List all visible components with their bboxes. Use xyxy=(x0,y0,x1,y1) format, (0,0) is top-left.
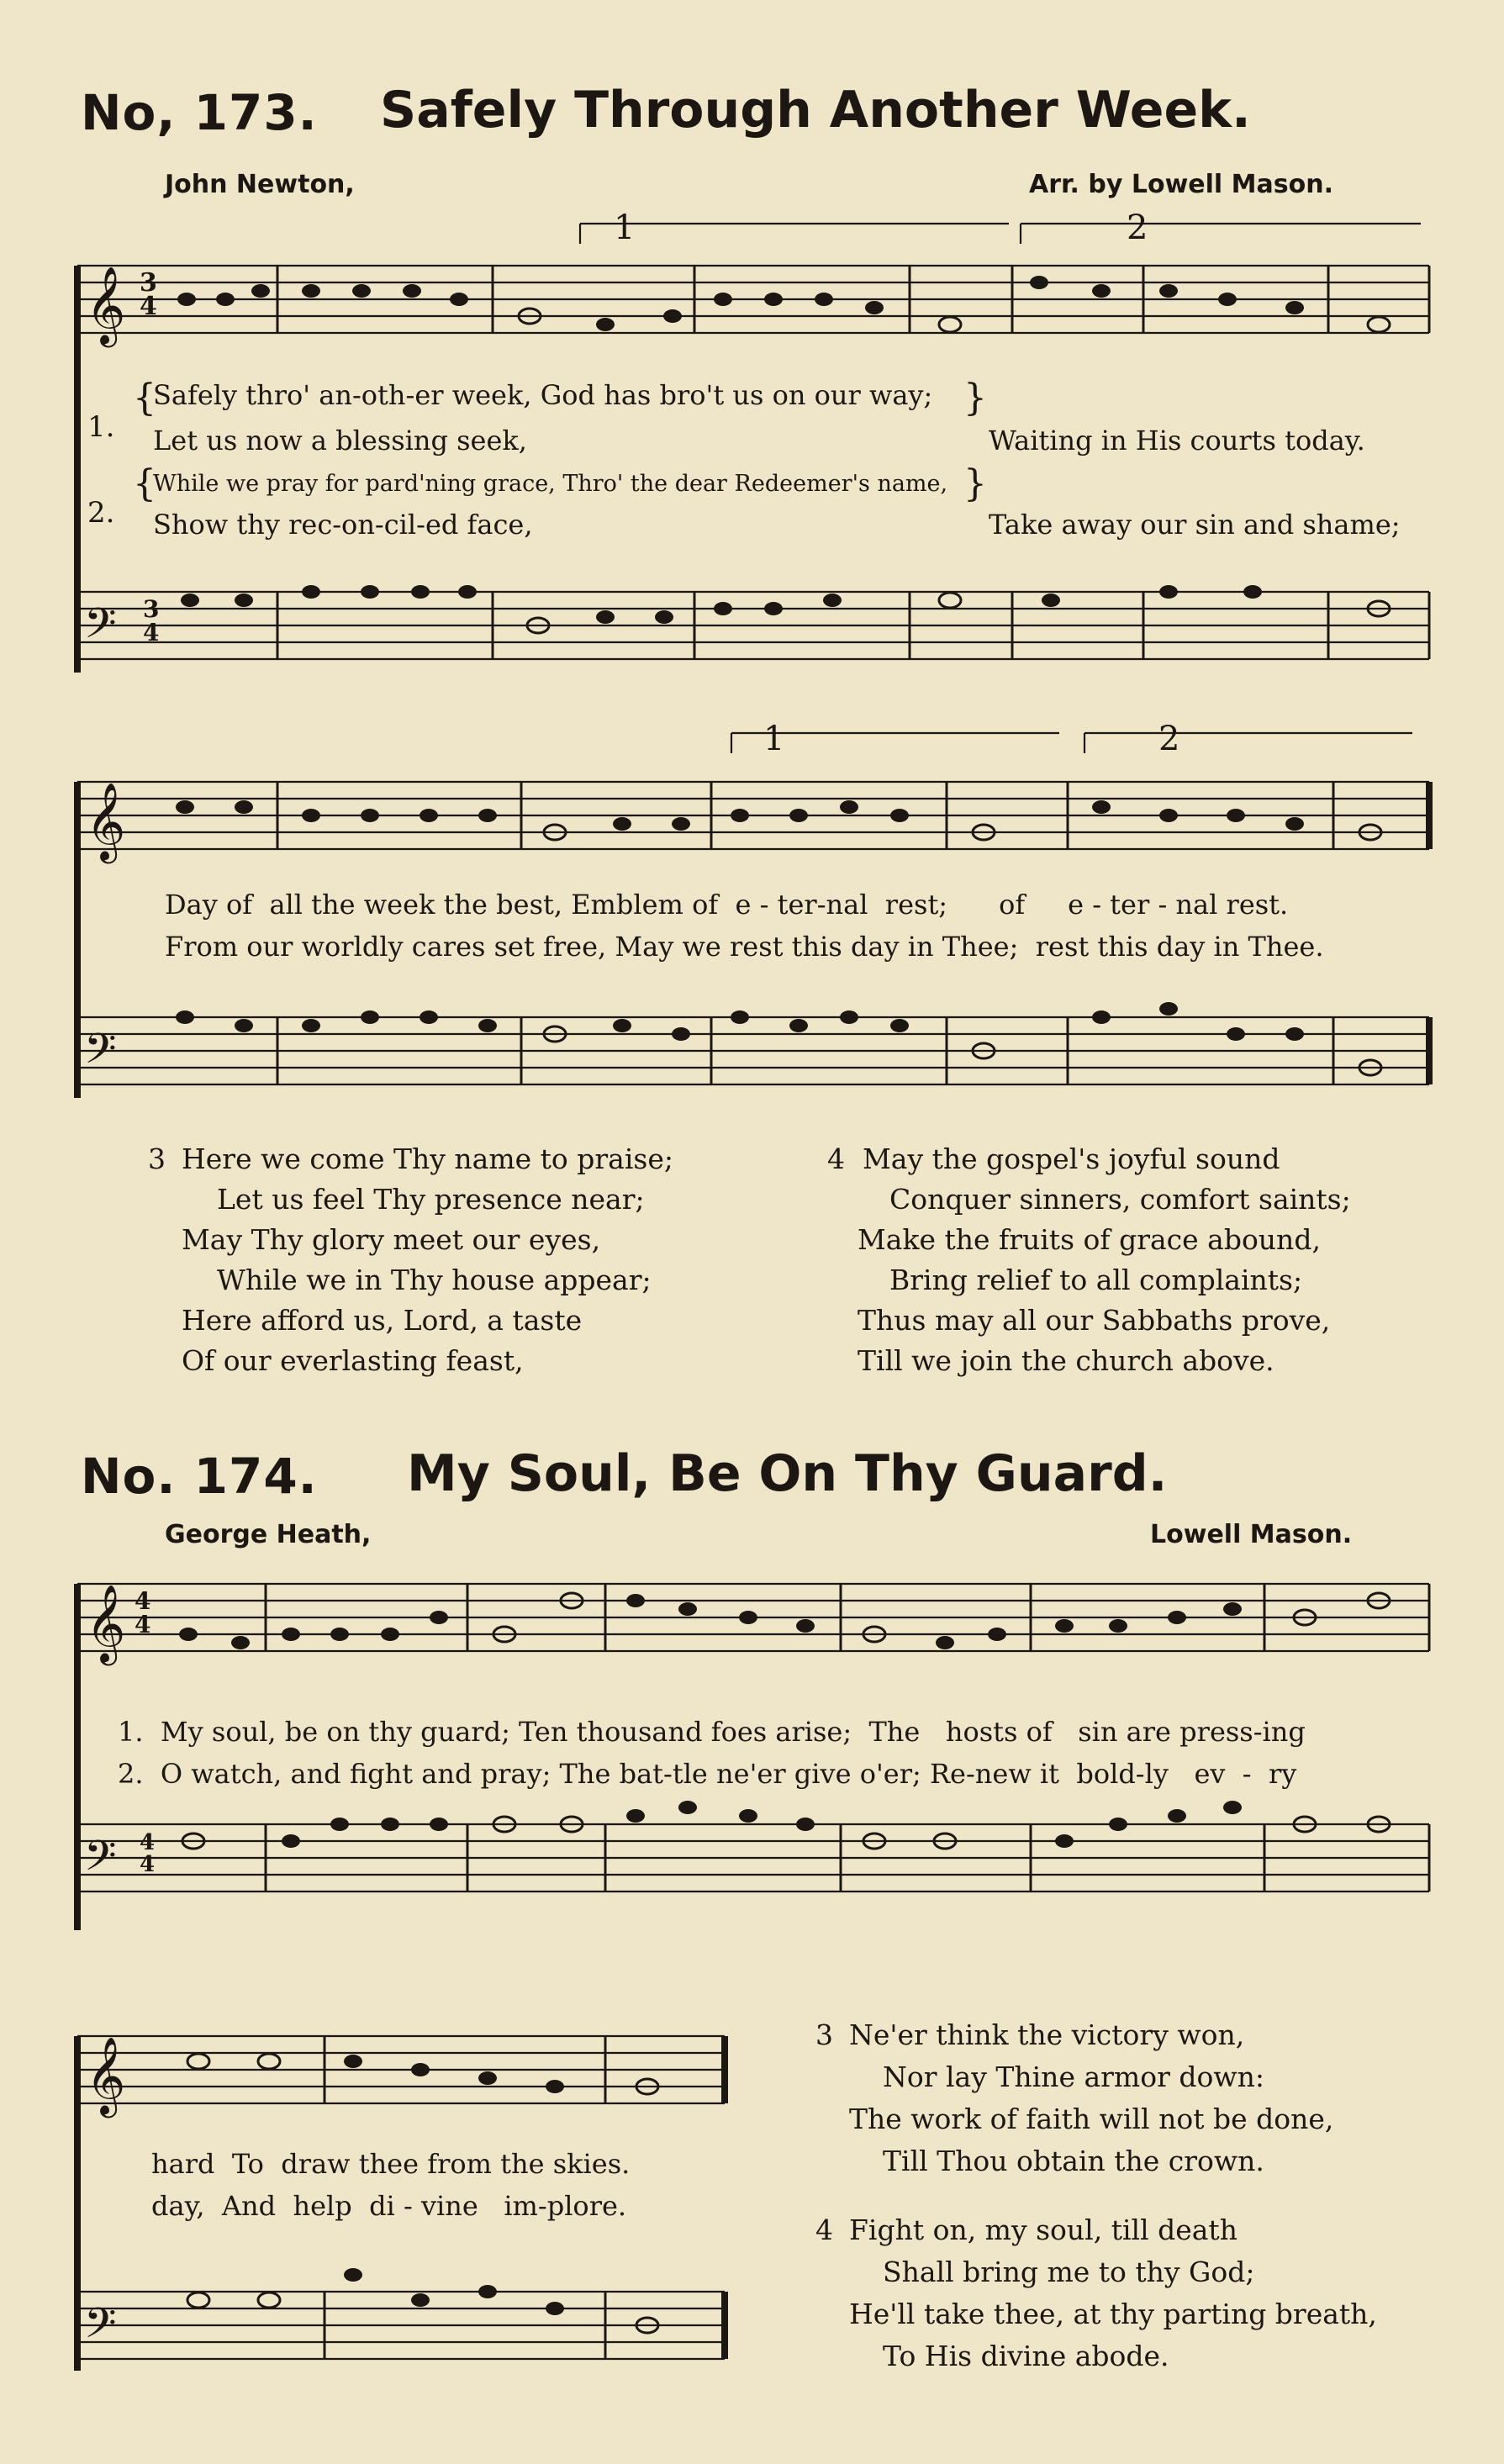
ending-2-label: 2 xyxy=(1127,208,1148,247)
hymn-174-number: No. 174. xyxy=(81,1448,318,1505)
stanza-line: Of our everlasting feast, xyxy=(182,1344,524,1377)
svg-text:4: 4 xyxy=(143,619,160,646)
stanza-line: Till we join the church above. xyxy=(858,1344,1274,1377)
hymn-174-verse-1-line: 1. My soul, be on thy guard; Ten thousand foes arise; The hosts of sin are press-ing xyxy=(118,1716,1306,1748)
stanza-line: May Thy glory meet our eyes, xyxy=(182,1223,601,1256)
hymn-174-title: My Soul, Be On Thy Guard. xyxy=(407,1444,1168,1503)
stanza-line: Shall bring me to thy God; xyxy=(883,2256,1255,2288)
hymn-173-v1-line-b: Let us now a blessing seek, xyxy=(153,425,527,456)
staff-lines xyxy=(77,224,1429,333)
hymn-174-end-line-2: day, And help di - vine im-plore. xyxy=(151,2190,627,2222)
hymn-173-refrain-line-2: From our worldly cares set free, May we rest this day in Thee; rest this day in Thee. xyxy=(165,931,1324,963)
stanza-line: Let us feel Thy presence near; xyxy=(217,1183,645,1216)
brace-verse-1: { xyxy=(133,377,156,419)
hymn-173-v2-line-a: While we pray for pard'ning grace, Thro' the dear Redeemer's name, xyxy=(153,471,948,497)
hymn-173-v2-line-b: Show thy rec-on-cil-ed face, xyxy=(153,509,533,541)
stanza-line: Ne'er think the victory won, xyxy=(849,2018,1245,2051)
hymn-173-refrain-line-1: Day of all the week the best, Emblem of e - ter-nal rest; of e - ter - nal rest. xyxy=(165,889,1289,921)
svg-text:𝄢: 𝄢 xyxy=(84,1025,117,1084)
svg-text:𝄢: 𝄢 xyxy=(84,1832,117,1891)
system-1-notes xyxy=(177,276,1390,332)
stanza-line: The work of faith will not be done, xyxy=(849,2103,1334,2135)
stanza-line: May the gospel's joyful sound xyxy=(863,1142,1280,1175)
svg-text:𝄞: 𝄞 xyxy=(86,782,126,860)
brace-verse-2-right: } xyxy=(963,462,987,505)
stanza-line: Conquer sinners, comfort saints; xyxy=(889,1183,1351,1216)
stanza-number: 4 xyxy=(815,2213,833,2246)
hymn-174-verse-2-line: 2. O watch, and fight and pray; The bat-tle ne'er give o'er; Re-new it bold-ly ev - ry xyxy=(118,1758,1297,1790)
verse-number-2: 2. xyxy=(87,496,115,530)
hymn-174-music-by: Lowell Mason. xyxy=(1150,1520,1353,1549)
svg-text:4: 4 xyxy=(140,292,157,321)
ending-1-label: 1 xyxy=(614,208,636,247)
stanza-number: 3 xyxy=(148,1142,166,1175)
brace-verse-2: { xyxy=(133,462,156,505)
stanza-line: To His divine abode. xyxy=(883,2340,1169,2372)
hymn-173-number: No, 173. xyxy=(81,84,318,141)
stanza-number: 4 xyxy=(827,1142,845,1175)
svg-text:𝄞: 𝄞 xyxy=(86,1584,126,1662)
hymn-173-title: Safely Through Another Week. xyxy=(380,81,1251,140)
hymn-173-v1-line-a: Safely thro' an-oth-er week, God has bro't us on our way; xyxy=(153,379,933,411)
svg-text:4: 4 xyxy=(135,1611,151,1638)
hymn-173-v2-line-c: Take away our sin and shame; xyxy=(989,509,1401,541)
svg-text:2: 2 xyxy=(1158,720,1180,758)
brace-verse-1-right: } xyxy=(963,377,987,419)
stanza-number: 3 xyxy=(815,2018,833,2051)
svg-text:3: 3 xyxy=(143,595,160,623)
svg-text:1: 1 xyxy=(763,720,785,758)
verse-number-1: 1. xyxy=(87,410,115,444)
hymn-173-words-by: John Newton, xyxy=(165,170,355,199)
stanza-line: Bring relief to all complaints; xyxy=(889,1264,1303,1296)
stanza-line: He'll take thee, at thy parting breath, xyxy=(849,2298,1377,2330)
svg-text:4: 4 xyxy=(140,1852,156,1877)
hymn-174-end-line-1: hard To draw thee from the skies. xyxy=(151,2148,631,2180)
treble-clef: 𝄞 xyxy=(86,266,126,344)
svg-text:𝄢: 𝄢 xyxy=(84,2299,117,2358)
stanza-line: Make the fruits of grace abound, xyxy=(858,1223,1321,1256)
stanza-line: Till Thou obtain the crown. xyxy=(883,2145,1264,2177)
stanza-line: Nor lay Thine armor down: xyxy=(883,2060,1264,2093)
hymn-173-music-by: Arr. by Lowell Mason. xyxy=(1029,170,1333,199)
stanza-line: Fight on, my soul, till death xyxy=(849,2213,1238,2246)
stanza-line: Thus may all our Sabbaths prove, xyxy=(858,1304,1331,1337)
svg-text:4: 4 xyxy=(135,1587,151,1615)
stanza-line: Here we come Thy name to praise; xyxy=(182,1142,673,1175)
svg-text:𝄞: 𝄞 xyxy=(86,2036,126,2114)
hymn-173-v1-line-c: Waiting in His courts today. xyxy=(989,425,1365,456)
bass-clef: 𝄢 xyxy=(84,599,117,658)
time-signature: 3 xyxy=(140,268,157,298)
hymn-174-words-by: George Heath, xyxy=(165,1520,372,1549)
stanza-line: While we in Thy house appear; xyxy=(217,1264,652,1296)
svg-text:4: 4 xyxy=(140,1830,156,1855)
stanza-line: Here afford us, Lord, a taste xyxy=(182,1304,583,1337)
